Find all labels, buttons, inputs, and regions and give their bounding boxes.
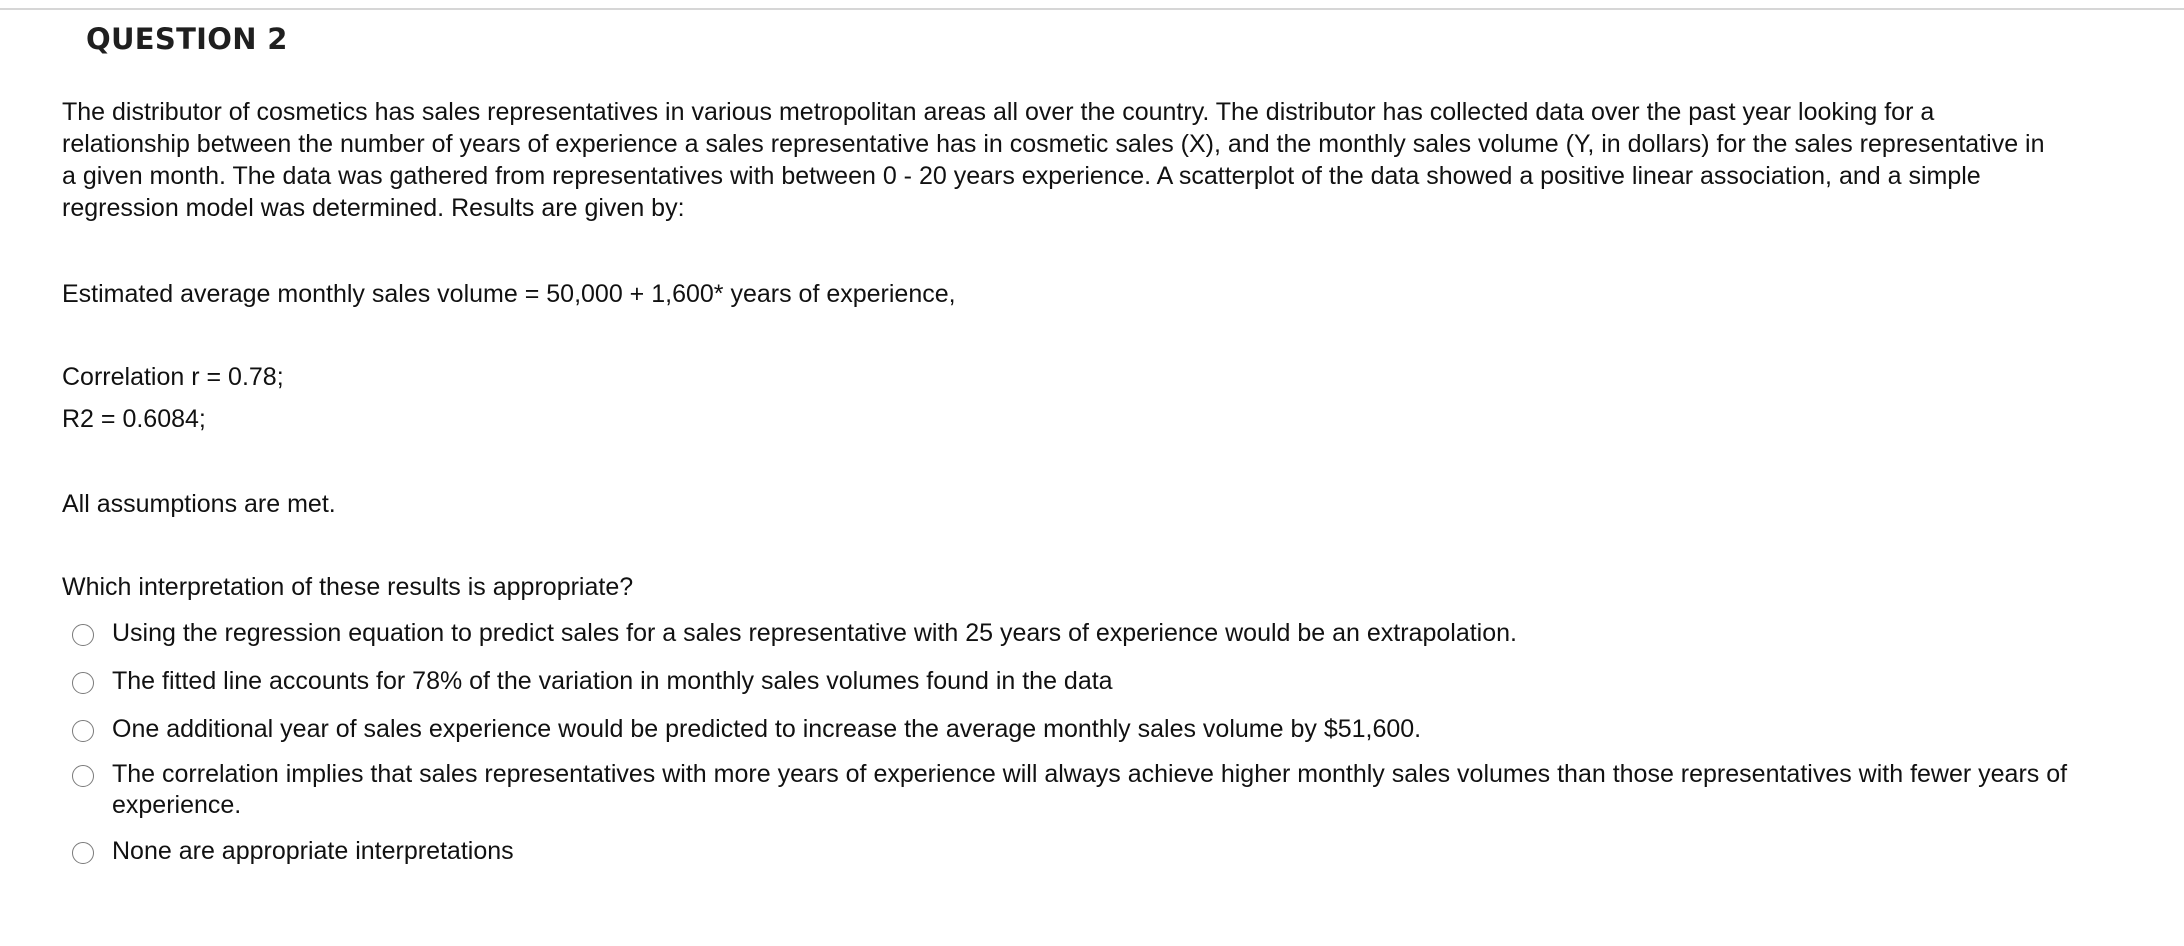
answer-option-label[interactable]: Using the regression equation to predict sales for a sales representative with 25 years of experience would be an extrapolation. — [112, 619, 1517, 647]
answer-option-1[interactable] — [72, 618, 1517, 649]
radio-button[interactable] — [72, 842, 94, 864]
answer-option-4[interactable] — [72, 759, 2112, 821]
r-squared-text: R2 = 0.6084; — [62, 405, 206, 433]
answer-option-2[interactable] — [72, 666, 1113, 697]
question-intro: The distributor of cosmetics has sales representatives in various metropolitan areas all over the country. The distributor has collected data over the past year looking for a relationship between the number of years of experience a sales representative has in cosmetic sales (X), and the monthly sales volume (Y, in dollars) for the sales representative in a given month. The data was gathered from representatives with between 0 - 20 years experience. A scatterplot of the data showed a positive linear association, and a simple regression model was determined. Results are given by: — [62, 98, 2045, 222]
radio-button[interactable] — [72, 672, 94, 694]
top-divider — [0, 8, 2184, 10]
answer-option-label[interactable]: The correlation implies that sales representatives with more years of experience will always achieve higher monthly sales volumes than those representatives with fewer years of experience. — [112, 760, 2068, 819]
answer-option-5[interactable] — [72, 836, 514, 867]
question-prompt: Which interpretation of these results is appropriate? — [62, 573, 634, 601]
answer-option-label[interactable]: The fitted line accounts for 78% of the variation in monthly sales volumes found in the data — [112, 667, 1113, 695]
radio-button[interactable] — [72, 624, 94, 646]
correlation-text: Correlation r = 0.78; — [62, 363, 284, 391]
assumptions-text: All assumptions are met. — [62, 490, 336, 518]
radio-button[interactable] — [72, 720, 94, 742]
radio-button[interactable] — [72, 765, 94, 787]
answer-option-label[interactable]: One additional year of sales experience would be predicted to increase the average monthly sales volume by $51,600. — [112, 715, 1422, 743]
regression-equation: Estimated average monthly sales volume = 50,000 + 1,600* years of experience, — [62, 280, 956, 308]
answer-option-label[interactable]: None are appropriate interpretations — [112, 837, 514, 865]
question-title: QUESTION 2 — [86, 22, 288, 56]
answer-option-3[interactable] — [72, 714, 1421, 745]
